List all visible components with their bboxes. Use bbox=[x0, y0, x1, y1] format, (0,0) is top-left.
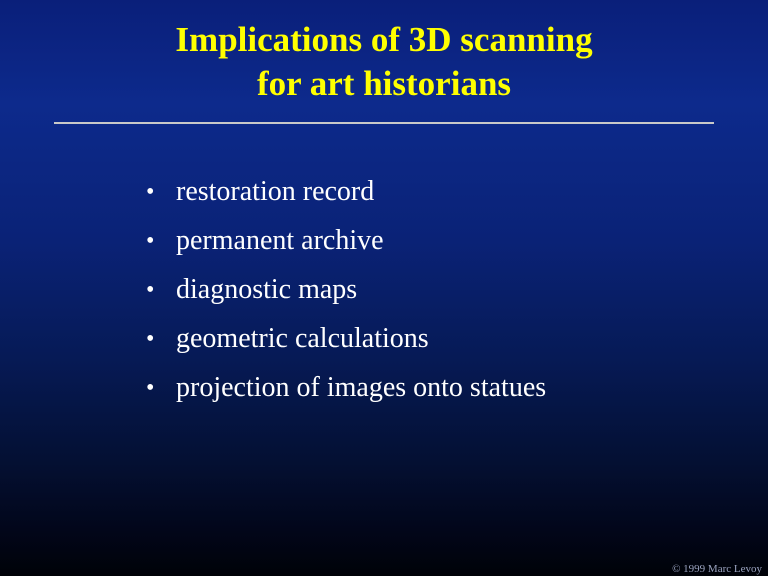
list-item-label: permanent archive bbox=[176, 225, 384, 256]
list-item-label: restoration record bbox=[176, 176, 375, 207]
title-line-1: Implications of 3D scanning bbox=[175, 20, 593, 59]
list-item-label: projection of images onto statues bbox=[176, 372, 547, 403]
list-item bbox=[146, 368, 726, 408]
list-item bbox=[146, 319, 726, 359]
list-item-label: diagnostic maps bbox=[176, 274, 358, 305]
bullet-marker-icon: • bbox=[146, 228, 155, 254]
title-line-2: for art historians bbox=[256, 64, 512, 103]
bullet-marker-icon: • bbox=[146, 326, 155, 352]
list-item bbox=[146, 172, 726, 212]
list-item-label: geometric calculations bbox=[176, 323, 429, 354]
bullet-marker-icon: • bbox=[146, 375, 155, 401]
list-item bbox=[146, 221, 726, 261]
bullet-marker-icon: • bbox=[146, 179, 155, 205]
page-title bbox=[0, 18, 768, 106]
title-divider bbox=[54, 122, 714, 124]
bullet-marker-icon: • bbox=[146, 277, 155, 303]
copyright-notice: © 1999 Marc Levoy bbox=[672, 563, 762, 575]
bullet-list bbox=[146, 172, 726, 417]
list-item bbox=[146, 270, 726, 310]
